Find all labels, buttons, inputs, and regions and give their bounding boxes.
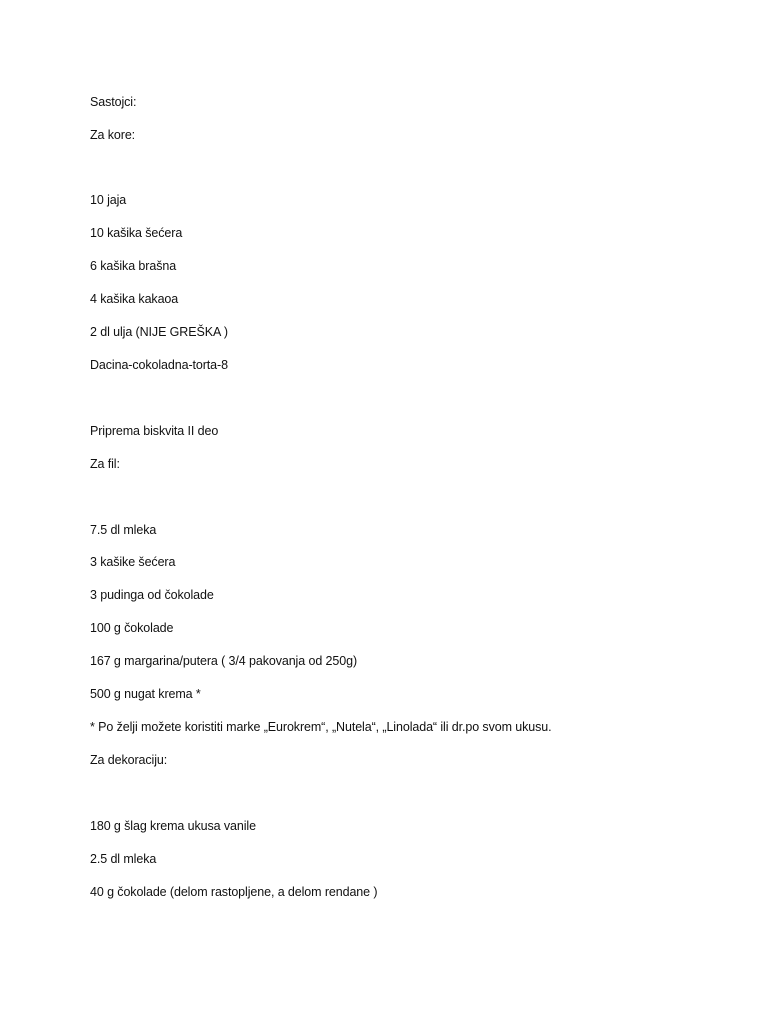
image-caption-text: Dacina-cokoladna-torta-8	[90, 358, 228, 372]
ingredient-line: 2 dl ulja (NIJE GREŠKA )	[90, 325, 228, 339]
ingredient-line: 3 pudinga od čokolade	[90, 588, 214, 602]
ingredient-line: 180 g šlag krema ukusa vanile	[90, 819, 256, 833]
ingredient-line: 167 g margarina/putera ( 3/4 pakovanja od 250g)	[90, 654, 358, 668]
heading-sastojci: Sastojci:	[90, 95, 137, 109]
section-label-za-kore: Za kore:	[90, 128, 136, 142]
ingredient-line: 100 g čokolade	[90, 621, 174, 635]
section-label-priprema: Priprema biskvita II deo	[90, 424, 219, 438]
ingredient-line: 10 jaja	[90, 193, 127, 207]
ingredient-line: 2.5 dl mleka	[90, 852, 157, 866]
section-label-za-dekoraciju: Za dekoraciju:	[90, 753, 168, 767]
ingredient-line: 6 kašika brašna	[90, 259, 177, 273]
footnote-line: * Po želji možete koristiti marke „Eurokrem“, „Nutela“, „Linolada“ ili dr.po svom ukusu.	[90, 720, 552, 734]
ingredient-line: 40 g čokolade (delom rastopljene, a delom rendane )	[90, 885, 378, 899]
ingredient-line: 10 kašika šećera	[90, 226, 183, 240]
ingredient-line: 500 g nugat krema *	[90, 687, 201, 701]
ingredient-line: 7.5 dl mleka	[90, 523, 157, 537]
ingredient-line: 4 kašika kakaoa	[90, 292, 179, 306]
section-label-za-fil: Za fil:	[90, 457, 120, 471]
ingredient-line: 3 kašike šećera	[90, 555, 176, 569]
